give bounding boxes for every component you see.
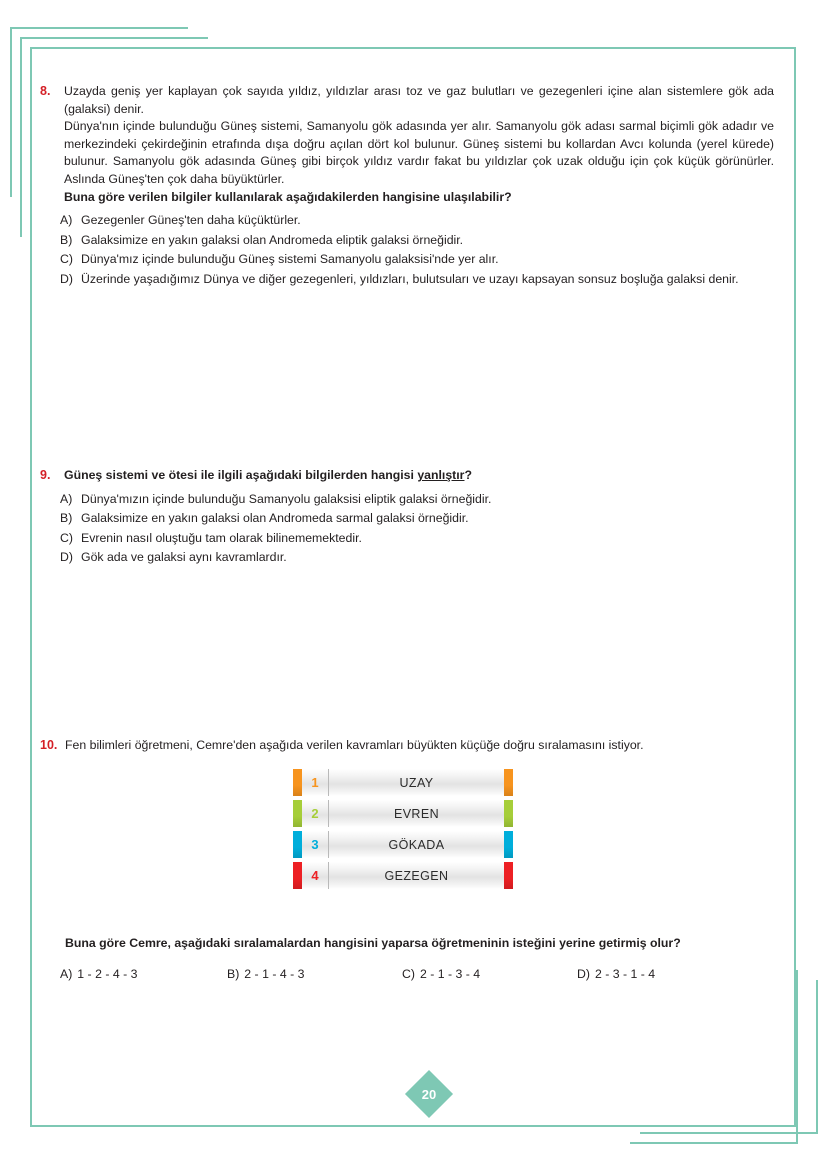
question-10-options <box>60 967 780 981</box>
option-letter: B) <box>60 232 73 247</box>
question-8-head <box>38 83 774 206</box>
question-8-number: 8. <box>40 84 51 98</box>
table-row[interactable] <box>293 831 513 858</box>
option-letter: C) <box>60 252 73 267</box>
question-10-number: 10. <box>40 738 58 752</box>
option-text: Galaksimize en yakın galaksi olan Andromeda sarmal galaksi örneğidir. <box>81 511 469 526</box>
page-number-text: 20 <box>421 1086 437 1102</box>
row-color-cap-left <box>293 769 302 796</box>
option-letter: A) <box>60 967 73 981</box>
table-row[interactable] <box>293 862 513 889</box>
option-text: Gezegenler Güneş'ten daha küçüktürler. <box>81 213 301 228</box>
question-8-option-a[interactable] <box>60 211 774 231</box>
ranking-table <box>293 769 513 893</box>
question-10-prompt-wrap <box>30 935 796 953</box>
row-number: 2 <box>302 800 329 827</box>
option-letter: D) <box>60 550 73 565</box>
row-number: 4 <box>302 862 329 889</box>
option-letter: D) <box>60 271 73 286</box>
option-text: Evrenin nasıl oluştuğu tam olarak bilinememektedir. <box>81 530 362 545</box>
question-8-paragraph-2: Dünya'nın içinde bulunduğu Güneş sistemi, Samanyolu gök adasında yer alır. Samanyolu gök adası sarmal biçimli gök adadır ve merkezindeki çekirdeğinin etrafında dışa doğru açılan dört kol bulunur. Güneş sistemi bu kollardan Avcı kolunda (yerel kürede) bulunur. Samanyolu gök adasında Güneş gibi birçok yıldız vardır fakat bu yıldızlar çok uzak olduğu için çok küçük görünürler. Aslında Güneş'ten çok daha büyüktürler. <box>64 119 774 186</box>
table-row[interactable] <box>293 800 513 827</box>
question-8-body <box>64 83 774 206</box>
option-letter: A) <box>60 491 73 506</box>
option-text: 2 - 1 - 4 - 3 <box>244 967 305 981</box>
row-color-cap-right <box>504 800 513 827</box>
option-text: Üzerinde yaşadığımız Dünya ve diğer gezegenleri, yıldızları, bulutsuları ve uzayı kapsayan sonsuz boşluğa galaksi denir. <box>81 271 739 286</box>
question-8-paragraph-1: Uzayda geniş yer kaplayan çok sayıda yıldız, yıldızlar arası toz ve gaz bulutları ve gezegenleri içine alan sistemlere gök ada (galaksi) denir. <box>64 84 774 116</box>
question-9 <box>30 467 796 568</box>
option-text: 1 - 2 - 4 - 3 <box>77 967 138 981</box>
question-9-body <box>64 467 774 485</box>
question-9-option-c[interactable] <box>60 529 774 549</box>
question-9-prompt-pre: Güneş sistemi ve ötesi ile ilgili aşağıdaki bilgilerden hangisi <box>64 468 418 482</box>
option-letter: D) <box>577 967 590 981</box>
question-8-prompt: Buna göre verilen bilgiler kullanılarak aşağıdakilerden hangisine ulaşılabilir? <box>64 189 512 204</box>
question-9-number: 9. <box>40 468 51 482</box>
row-label: EVREN <box>393 806 440 821</box>
question-10-head <box>38 737 774 755</box>
question-9-prompt-post: ? <box>464 468 472 482</box>
page-content <box>30 47 796 1127</box>
option-letter: B) <box>227 967 240 981</box>
row-color-cap-right <box>504 831 513 858</box>
question-10 <box>30 737 796 755</box>
option-text: Gök ada ve galaksi aynı kavramlardır. <box>81 550 287 565</box>
row-color-cap-right <box>504 862 513 889</box>
question-10-option-c[interactable] <box>402 967 577 981</box>
question-8-option-c[interactable] <box>60 250 774 270</box>
question-10-prompt-body <box>65 935 774 953</box>
question-8-options <box>38 211 774 289</box>
question-10-option-a[interactable] <box>60 967 227 981</box>
question-9-option-d[interactable] <box>60 548 774 568</box>
option-letter: A) <box>60 213 73 228</box>
row-label: UZAY <box>399 775 434 790</box>
table-row[interactable] <box>293 769 513 796</box>
option-text: 2 - 3 - 1 - 4 <box>594 967 656 981</box>
question-10-stem: Fen bilimleri öğretmeni, Cemre'den aşağıda verilen kavramları büyükten küçüğe doğru sıralamasını istiyor. <box>65 738 644 752</box>
question-10-prompt-head <box>38 935 774 953</box>
option-letter: C) <box>60 530 73 545</box>
option-letter: C) <box>402 967 415 981</box>
row-number: 3 <box>302 831 329 858</box>
question-10-option-b[interactable] <box>227 967 402 981</box>
option-text: 2 - 1 - 3 - 4 <box>419 967 481 981</box>
question-10-prompt: Buna göre Cemre, aşağıdaki sıralamalardan hangisini yaparsa öğretmeninin isteğini yerine getirmiş olur? <box>65 936 681 950</box>
row-color-cap-left <box>293 831 302 858</box>
row-color-cap-left <box>293 800 302 827</box>
question-8-option-b[interactable] <box>60 231 774 251</box>
question-9-prompt <box>64 467 774 485</box>
option-text: Dünya'mız içinde bulunduğu Güneş sistemi Samanyolu galaksisi'nde yer alır. <box>81 252 499 267</box>
question-9-option-a[interactable] <box>60 490 774 510</box>
option-text: Dünya'mızın içinde bulunduğu Samanyolu galaksisi eliptik galaksi örneğidir. <box>81 491 492 506</box>
question-9-head <box>38 467 774 485</box>
option-text: Galaksimize en yakın galaksi olan Andromeda eliptik galaksi örneğidir. <box>81 232 464 247</box>
row-label: GÖKADA <box>388 837 445 852</box>
question-9-option-b[interactable] <box>60 509 774 529</box>
row-color-cap-right <box>504 769 513 796</box>
question-10-body <box>65 737 774 755</box>
row-label: GEZEGEN <box>384 868 449 883</box>
question-8 <box>30 83 796 289</box>
row-number: 1 <box>302 769 329 796</box>
row-color-cap-left <box>293 862 302 889</box>
question-10-option-d[interactable] <box>577 967 737 981</box>
question-9-options <box>38 490 774 568</box>
question-9-prompt-underlined: yanlıştır <box>417 468 465 482</box>
question-8-option-d[interactable] <box>60 270 774 290</box>
page-number-badge <box>405 1070 453 1118</box>
option-letter: B) <box>60 511 73 526</box>
